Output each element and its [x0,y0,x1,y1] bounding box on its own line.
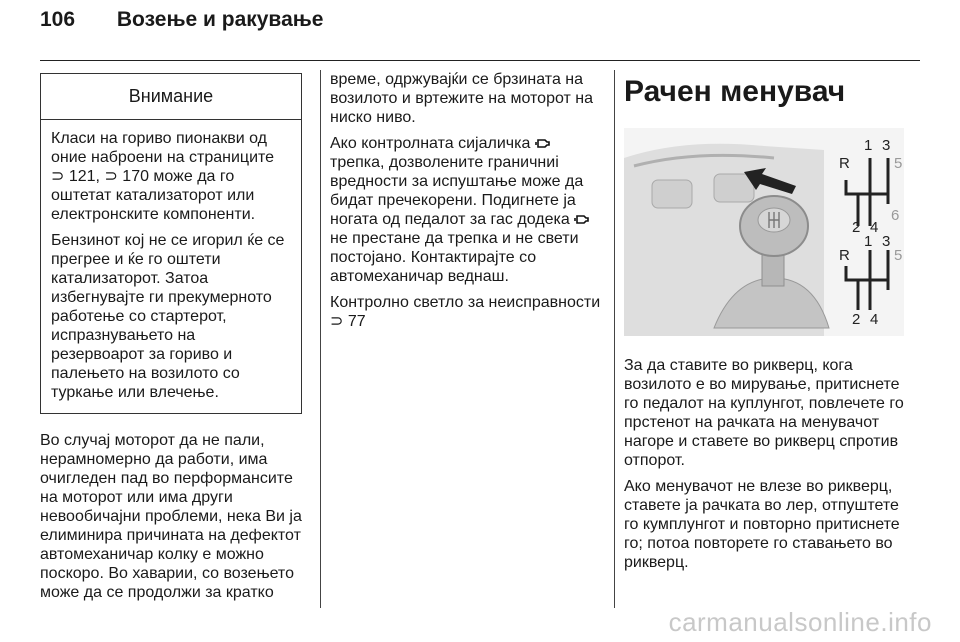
warning-paragraph-2: Бензинот кој не се игорил ќе се прегрее и ќе го оштети катализаторот. Затоа избегнувајте ги прекумерното работење со стартерот, испразнувањето на резервоарот за гориво и палењето на возилото со туркање или влечење. [51,232,285,401]
reverse-gear-paragraph: За да ставите во рикверц, кога возилото е во мирување, притиснете го педалот на куплунгот, повлечете го прстенот на рачката на менувачот нагоре и ставете во рикверц спротив отпорот. [624,357,904,469]
column-1 [40,70,302,609]
column-divider-1 [320,70,321,608]
engine-problem-paragraph: Во случај моторот да не пали, нерамномерно да работи, има очигледен пад во перформансите на моторот или има други невообичајни проблеми, нека Ви ја елиминира причината на дефектот автомеханичар колку е можно поскоро. Во хаварии, со возењето може да се продолжи за кратко [40,432,302,601]
gear-1-label: 1 [864,233,873,250]
reverse-label: R [839,155,850,172]
warning-lamp-text-a: Ако контролната сијаличка [330,135,531,152]
gear-6-label: 6 [891,207,900,224]
engine-warning-icon [535,136,551,150]
warning-lamp-text-c: не престане да трепка и не свети постојано. Контактирајте со автомеханичар веднаш. [330,230,579,285]
column-2 [330,70,605,338]
gear-3-label: 3 [882,137,891,154]
gear-3-label: 3 [882,233,891,250]
gear-5-label: 5 [894,155,903,172]
continuation-paragraph: време, одржувајќи се брзината на возилото и вртежите на моторот на ниско ниво. [330,71,594,126]
gear-2-label: 2 [852,311,861,328]
reverse-label: R [839,247,850,264]
gear-4-label: 4 [870,219,879,236]
gear-4-label: 4 [870,311,879,328]
warning-title: Внимание [41,74,301,120]
gear-shift-diagram [624,128,904,336]
column-divider-2 [614,70,615,608]
engine-warning-icon [574,212,590,226]
section-title: Рачен менувач [624,75,846,108]
gear-2-label: 2 [852,219,861,236]
warning-lamp-text-b: трепка, дозволените граничниі вредности за испуштање може да бидат пречекорени. Подигнете ја ногата од педалот за гас додека [330,154,584,228]
warning-body [41,120,301,413]
page-header [40,8,323,32]
warning-paragraph-1: Класи на гориво пионакви од оние наброени на страниците ⊃ 121, ⊃ 170 може да го оштетат катализаторот или електронските компоненти. [51,130,275,223]
page-number: 106 [40,8,76,31]
header-divider [40,60,920,61]
warning-box [40,73,302,414]
warning-lamp-paragraph [330,134,605,286]
malfunction-light-reference: Контролно светло за неисправности ⊃ 77 [330,294,601,330]
page-title: Возење и ракување [116,8,324,31]
watermark: carmanualsonline.info [668,607,932,637]
column-3 [624,70,904,579]
gear-shift-figure [624,128,904,336]
gear-1-label: 1 [864,137,873,154]
reverse-retry-paragraph: Ако менувачот не влезе во рикверц, ставете ја рачката во лер, отпуштете го кумплунгот и повторно притиснете го; потоа повторете го ставањето во рикверц. [624,478,900,571]
gear-5-label: 5 [894,247,903,264]
